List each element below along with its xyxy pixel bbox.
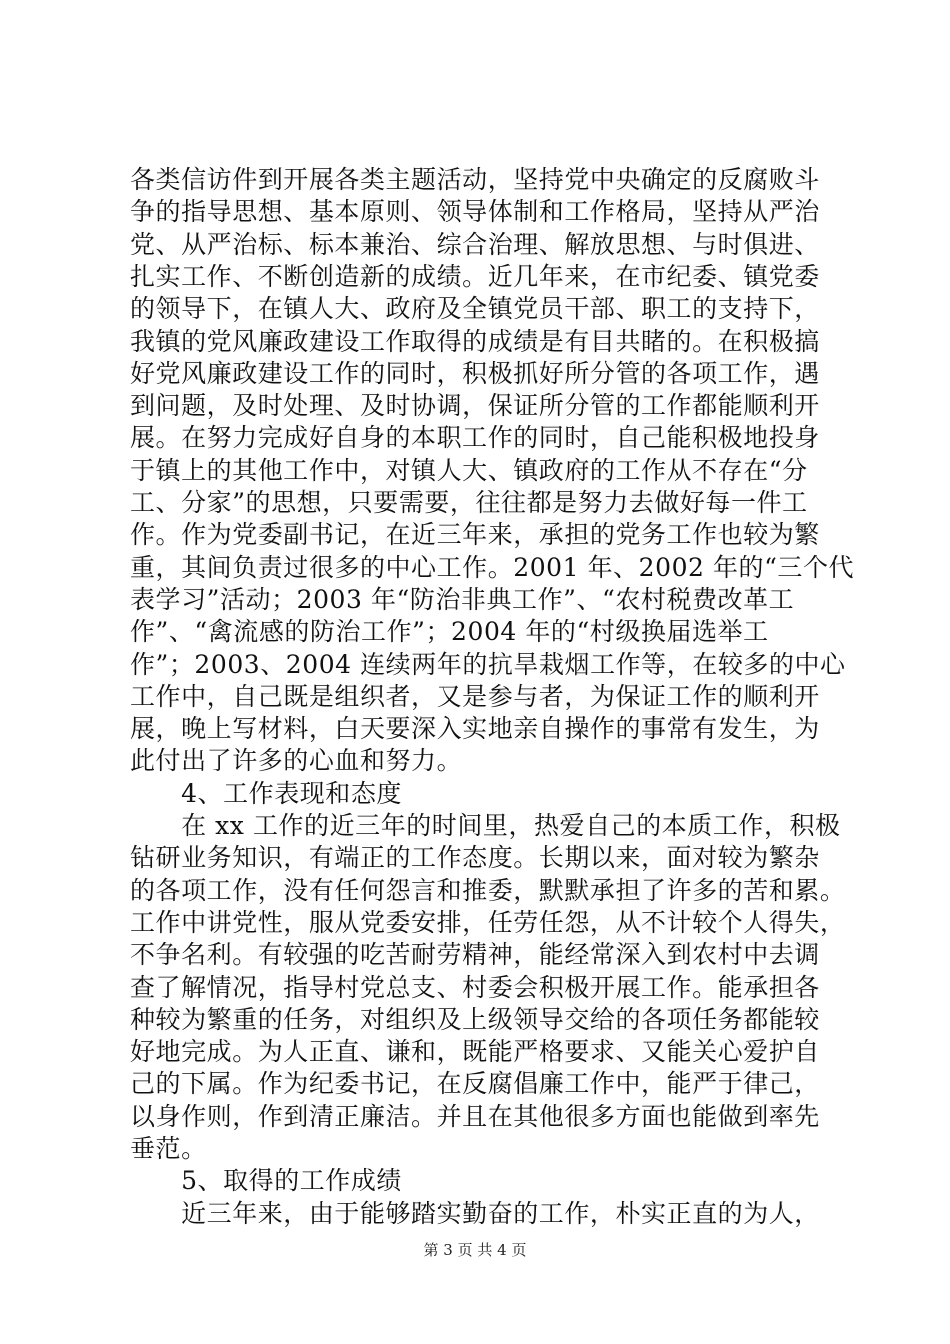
text-line: 工作中，自己既是组织者，又是参与者，为保证工作的顺利开 (130, 681, 820, 711)
text-line: 种较为繁重的任务，对组织及上级领导交给的各项任务都能较 (130, 1004, 820, 1034)
text-line: 重，其间负责过很多的中心工作。2001 年、2002 年的“三个代 (130, 552, 855, 582)
text-line: 5、取得的工作成绩 (130, 1166, 402, 1196)
page-footer: 第 3 页 共 4 页 (423, 1241, 527, 1259)
text-line: 垂范。 (130, 1134, 207, 1163)
text-line: 扎实工作、不断创造新的成绩。近几年来，在市纪委、镇党委 (130, 261, 820, 291)
text-line: 不争名利。有较强的吃苦耐劳精神，能经常深入到农村中去调 (130, 940, 820, 970)
text-line: 工作中讲党性，服从党委安排，任劳任怨，从不计较个人得失， (130, 907, 846, 937)
text-line: 作。作为党委副书记，在近三年来，承担的党务工作也较为繁 (130, 520, 820, 550)
text-line: 展。在努力完成好自身的本职工作的同时，自己能积极地投身 (130, 423, 820, 453)
text-line: 以身作则，作到清正廉洁。并且在其他很多方面也能做到率先 (130, 1101, 820, 1131)
text-line: 工、分家”的思想，只要需要，往往都是努力去做好每一件工 (130, 488, 808, 517)
text-line: 党、从严治标、标本兼治、综合治理、解放思想、与时俱进、 (130, 229, 820, 259)
text-line: 各类信访件到开展各类主题活动，坚持党中央确定的反腐败斗 (130, 165, 820, 194)
text-line: 作”、“禽流感的防治工作”；2004 年的“村级换届选举工 (130, 617, 769, 647)
text-line: 到问题，及时处理、及时协调，保证所分管的工作都能顺利开 (130, 391, 820, 421)
text-line: 在 xx 工作的近三年的时间里，热爱自己的本质工作，积极 (130, 811, 841, 840)
text-line: 4、工作表现和态度 (130, 778, 402, 808)
text-line: 展，晚上写材料，白天要深入实地亲自操作的事常有发生，为 (130, 714, 820, 744)
text-line: 于镇上的其他工作中，对镇人大、镇政府的工作从不存在“分 (130, 455, 808, 485)
text-line: 此付出了许多的心血和努力。 (130, 746, 463, 776)
text-line: 的各项工作，没有任何怨言和推委，默默承担了许多的苦和累。 (130, 875, 846, 905)
text-line: 己的下属。作为纪委书记，在反腐倡廉工作中，能严于律己， (130, 1069, 820, 1099)
text-line: 查了解情况，指导村党总支、村委会积极开展工作。能承担各 (130, 972, 820, 1002)
text-line: 的领导下，在镇人大、政府及全镇党员干部、职工的支持下， (130, 294, 820, 324)
text-line: 表学习”活动；2003 年“防治非典工作”、“农村税费改革工 (130, 584, 795, 614)
text-line: 好党风廉政建设工作的同时，积极抓好所分管的各项工作，遇 (130, 358, 820, 388)
text-line: 我镇的党风廉政建设工作取得的成绩是有目共睹的。在积极搞 (130, 326, 820, 356)
text-line: 近三年来，由于能够踏实勤奋的工作，朴实正直的为人， (130, 1198, 820, 1228)
text-line: 作”；2003、2004 连续两年的抗旱栽烟工作等，在较多的中心 (130, 649, 846, 679)
text-line: 争的指导思想、基本原则、领导体制和工作格局，坚持从严治 (130, 197, 820, 227)
text-line: 好地完成。为人正直、谦和，既能严格要求、又能关心爱护自 (130, 1037, 820, 1067)
text-line: 钻研业务知识，有端正的工作态度。长期以来，面对较为繁杂 (130, 843, 820, 873)
